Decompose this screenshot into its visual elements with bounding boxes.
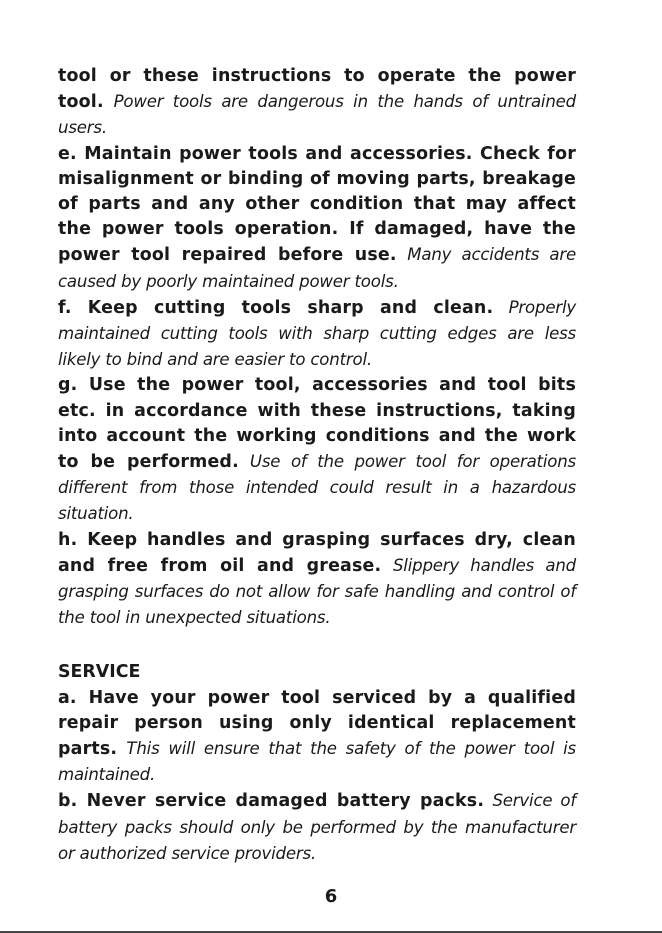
item-h-italic-text: Slippery handles and grasping surfaces do not allow for safe handling and control of the tool in unexpected situations. xyxy=(58,555,577,628)
item-e-paragraph xyxy=(58,142,576,295)
intro-paragraph xyxy=(58,64,576,142)
page-number: 6 xyxy=(324,886,338,907)
intro-italic-text: Power tools are dangerous in the hands of untrained users. xyxy=(58,92,576,138)
item-f-italic-text: Properly maintained cutting tools with sharp cutting edges are less likely to bind and are easier to control. xyxy=(58,297,576,370)
service-item-b-italic-text: Service of battery packs should only be performed by the manufacturer or authorized service providers. xyxy=(58,791,576,863)
item-f-bold-text: f. Keep cutting tools sharp and clean. xyxy=(58,297,494,318)
service-item-a-bold-text: a. Have your power tool serviced by a qualified repair person using only identical replacement parts. xyxy=(58,687,576,760)
document-body xyxy=(58,64,576,867)
service-item-a-paragraph xyxy=(58,686,576,789)
item-e-italic-text: Many accidents are caused by poorly maintained power tools. xyxy=(58,245,576,291)
item-e-bold-text: e. Maintain power tools and accessories. Check for misalignment or binding of moving parts, breakage of parts and any other condition that may affect the power tools operation. If damaged, have the power tool repaired before use. xyxy=(58,143,576,266)
service-item-b-paragraph xyxy=(58,788,576,867)
item-g-italic-text: Use of the power tool for operations different from those intended could result in a hazardous situation. xyxy=(58,452,576,524)
service-item-b-bold-text: b. Never service damaged battery packs. xyxy=(58,791,485,812)
item-g-paragraph xyxy=(58,373,576,527)
service-item-a-italic-text: This will ensure that the safety of the power tool is maintained. xyxy=(58,739,576,785)
item-h-bold-text: h. Keep handles and grasping surfaces dry, clean and free from oil and grease. xyxy=(58,529,576,576)
item-h-paragraph xyxy=(58,528,576,632)
intro-bold-text: tool or these instructions to operate the power tool. xyxy=(58,66,576,113)
item-g-bold-text: g. Use the power tool, accessories and tool bits etc. in accordance with these instructions, taking into account the working conditions and the work to be performed. xyxy=(58,375,576,473)
item-f-paragraph xyxy=(58,295,576,374)
service-heading: SERVICE xyxy=(58,662,141,683)
